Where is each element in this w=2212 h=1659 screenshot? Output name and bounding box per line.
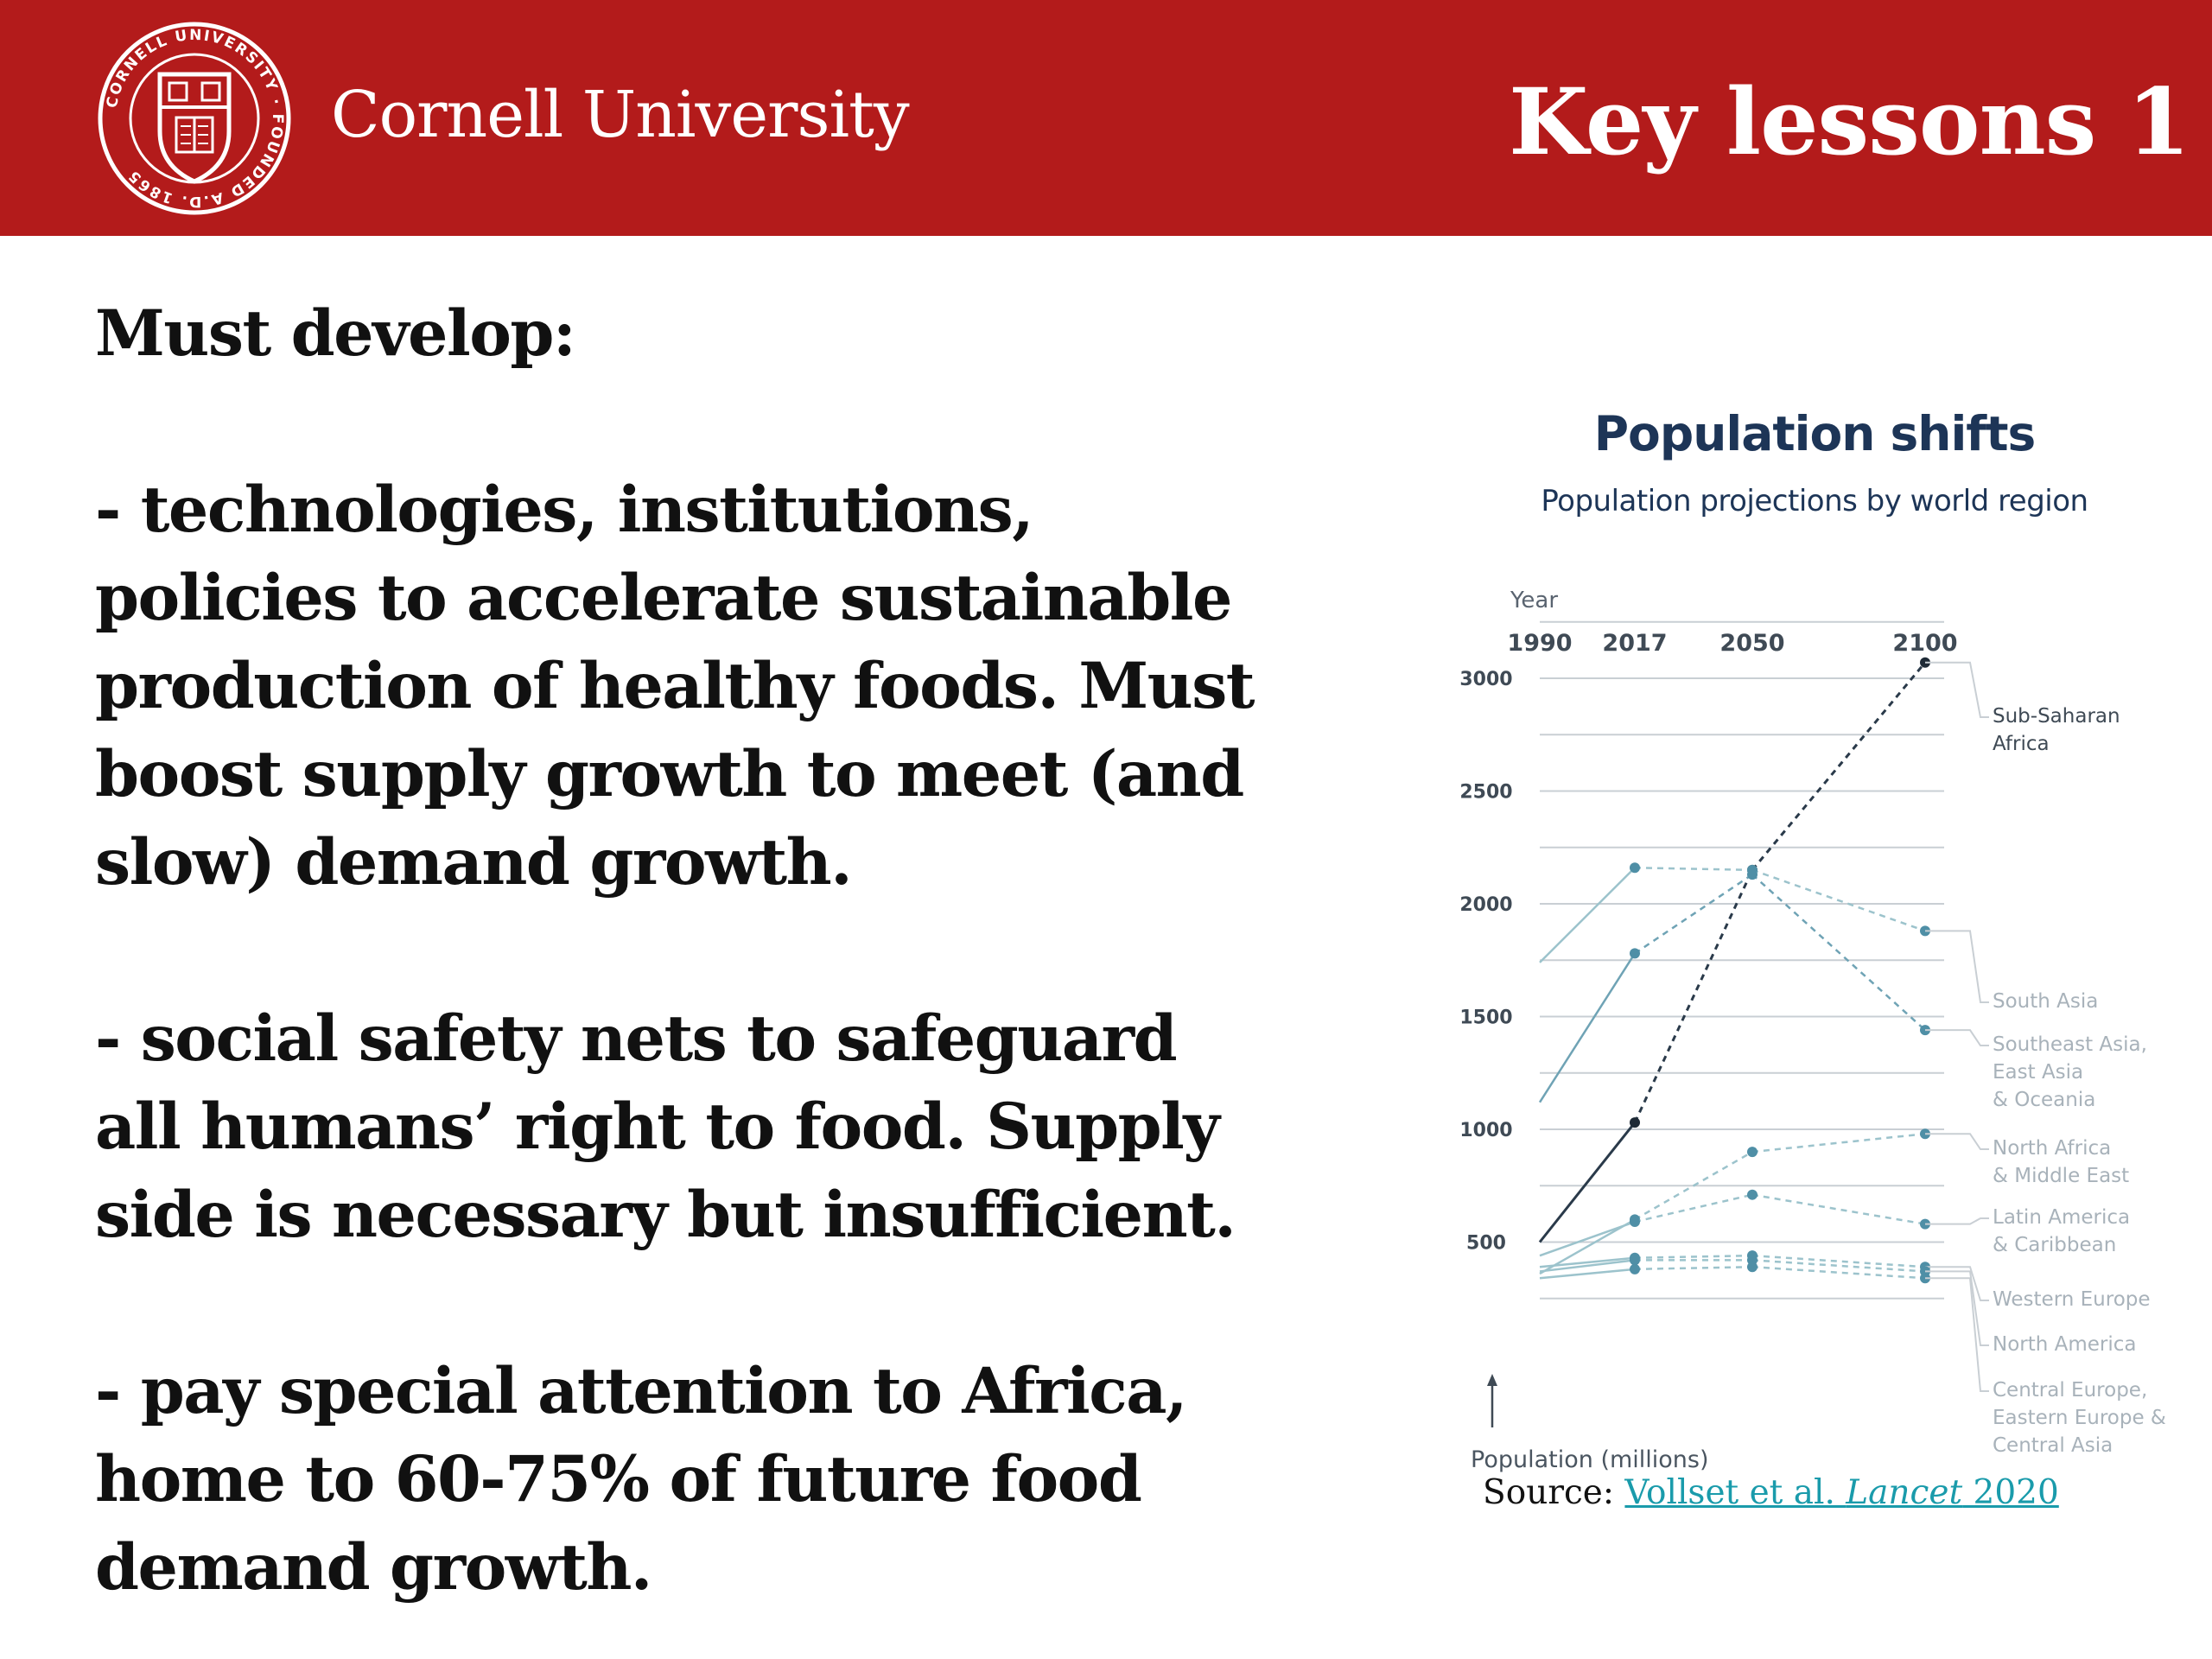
y-tick-label: 3000 xyxy=(1459,669,1513,690)
series-label xyxy=(1993,1033,2147,1111)
data-point xyxy=(1630,1217,1640,1227)
series-label-line: North Africa xyxy=(1993,1137,2112,1160)
series-line-projection xyxy=(1635,868,1752,870)
series-label-line: North America xyxy=(1993,1333,2137,1356)
series-label xyxy=(1993,1206,2130,1256)
series-label-leader xyxy=(1925,1030,1989,1046)
series-label-line: & Oceania xyxy=(1993,1089,2096,1111)
source-year: 2020 xyxy=(1962,1473,2059,1512)
bullet-line: home to 60-75% of future food xyxy=(95,1442,1141,1516)
series-line-projection xyxy=(1752,1195,1925,1224)
data-point xyxy=(1630,1255,1640,1265)
bullet-line: - technologies, institutions, xyxy=(95,473,1033,547)
slide-body xyxy=(95,289,1374,1611)
bullet-line: - pay special attention to Africa, xyxy=(95,1354,1186,1428)
slide-title: Key lessons 1 xyxy=(1509,67,2190,175)
series-line-projection xyxy=(1752,1267,1925,1278)
bullet-line: all humans’ right to food. Supply xyxy=(95,1090,1219,1164)
series-label xyxy=(1993,1137,2129,1187)
series-label-line: Western Europe xyxy=(1993,1288,2151,1311)
series-label xyxy=(1993,705,2120,755)
series-label-line: Central Europe, xyxy=(1993,1379,2148,1402)
series-line xyxy=(1540,1122,1635,1242)
series-label-leader xyxy=(1925,931,1989,1002)
series-line-projection xyxy=(1752,874,1925,1030)
source-link[interactable] xyxy=(1624,1473,2058,1512)
series-label-line: South Asia xyxy=(1993,990,2099,1013)
series-label-line: Latin America xyxy=(1993,1206,2131,1229)
y-axis-arrowhead xyxy=(1487,1374,1497,1386)
series-label-leader xyxy=(1925,1271,1989,1345)
bullet-line: side is necessary but insufficient. xyxy=(95,1178,1236,1252)
series-label xyxy=(1993,1333,2137,1356)
chart-subtitle: Population projections by world region xyxy=(1541,484,2088,518)
population-chart xyxy=(1452,406,2195,1478)
cornell-seal-logo xyxy=(97,21,292,216)
bullet-line: slow) demand growth. xyxy=(95,825,852,899)
bullet-line: boost supply growth to meet (and xyxy=(95,737,1243,811)
series-line-projection xyxy=(1752,663,1925,870)
series-label-line: East Asia xyxy=(1993,1061,2084,1084)
y-tick-label: 500 xyxy=(1466,1232,1506,1255)
series-line-projection xyxy=(1635,1255,1752,1258)
series-line-projection xyxy=(1635,870,1752,1122)
data-point xyxy=(1630,1264,1640,1274)
series-line-projection xyxy=(1635,874,1752,953)
y-tick-label: 2500 xyxy=(1459,781,1513,804)
series-line-projection xyxy=(1752,870,1925,931)
y-tick-label: 1500 xyxy=(1459,1007,1513,1029)
series-label-line: Central Asia xyxy=(1993,1434,2113,1457)
bullet-line: - social safety nets to safeguard xyxy=(95,1001,1177,1076)
data-point xyxy=(1747,1147,1758,1157)
series-label xyxy=(1993,990,2098,1013)
svg-text:CORNELL UNIVERSITY · FOUNDED A: CORNELL UNIVERSITY · FOUNDED A.D. 1865 xyxy=(103,26,287,211)
data-point xyxy=(1747,1262,1758,1272)
brand-name: Cornell University xyxy=(331,78,909,152)
bullet-line: production of healthy foods. Must xyxy=(95,649,1255,723)
chart-plot xyxy=(1452,406,2195,1478)
series-label-line: & Caribbean xyxy=(1993,1234,2117,1256)
series-label-line: Africa xyxy=(1993,733,2050,755)
bullet-technologies xyxy=(95,466,1374,906)
y-axis-label: Population (millions) xyxy=(1471,1446,1709,1473)
source-authors: Vollset et al. xyxy=(1624,1473,1847,1512)
x-axis-label: Year xyxy=(1510,588,1559,613)
series-label xyxy=(1993,1379,2166,1457)
y-tick-label: 2000 xyxy=(1459,894,1513,916)
chart-title: Population shifts xyxy=(1593,406,2036,461)
series-line xyxy=(1540,868,1635,963)
series-label-leader xyxy=(1925,1134,1989,1149)
y-tick-label: 1000 xyxy=(1459,1120,1513,1141)
body-heading: Must develop: xyxy=(95,296,575,371)
series-label-line: & Middle East xyxy=(1993,1165,2130,1187)
series-label xyxy=(1993,1288,2151,1311)
slide-header xyxy=(0,0,2212,236)
data-point xyxy=(1630,862,1640,873)
bullet-safety-nets xyxy=(95,995,1374,1259)
series-label-line: Eastern Europe & xyxy=(1993,1407,2166,1429)
x-tick-label: 2100 xyxy=(1892,630,1958,657)
source-journal: Lancet xyxy=(1846,1473,1963,1512)
series-label-line: Southeast Asia, xyxy=(1993,1033,2147,1056)
series-line xyxy=(1540,953,1635,1102)
series-label-leader xyxy=(1925,1218,1989,1224)
data-point xyxy=(1630,1117,1640,1128)
source-citation xyxy=(1483,1473,2059,1512)
series-label-leader xyxy=(1925,663,1989,717)
series-line-projection xyxy=(1635,1267,1752,1269)
series-line-projection xyxy=(1635,1195,1752,1222)
x-tick-label: 1990 xyxy=(1507,630,1573,657)
series-line xyxy=(1540,1222,1635,1255)
data-point xyxy=(1747,1190,1758,1200)
x-tick-label: 2050 xyxy=(1719,630,1785,657)
series-label-line: Sub-Saharan xyxy=(1993,705,2120,728)
data-point xyxy=(1747,869,1758,880)
x-tick-label: 2017 xyxy=(1602,630,1668,657)
bullet-line: demand growth. xyxy=(95,1530,652,1605)
source-prefix: Source: xyxy=(1483,1473,1625,1512)
bullet-line: policies to accelerate sustainable xyxy=(95,561,1231,635)
bullet-africa xyxy=(95,1347,1374,1611)
series-line-projection xyxy=(1752,1134,1925,1152)
data-point xyxy=(1630,948,1640,958)
